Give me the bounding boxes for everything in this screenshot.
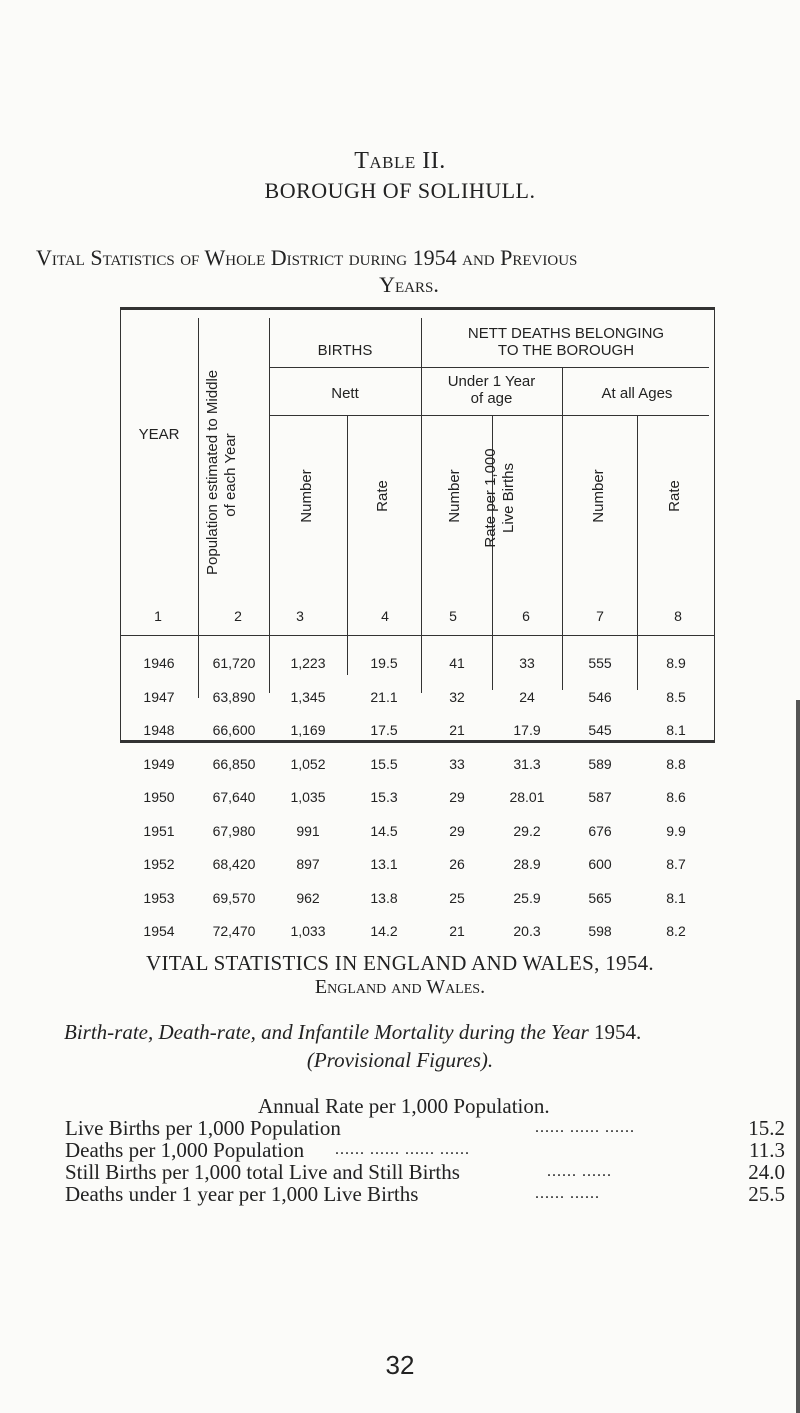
table-row — [120, 655, 715, 689]
deaths-header-line1: NETT DEATHS BELONGING — [467, 325, 665, 342]
cell-infant-rate: 28.01 — [509, 789, 545, 805]
cell-births: 1,052 — [290, 755, 326, 772]
stat-value: 25.5 — [748, 1182, 785, 1206]
population-header — [204, 369, 244, 575]
cell-infant-rate: 17.9 — [513, 722, 541, 738]
under-one-line1: Under 1 Year — [447, 373, 536, 390]
rates-description-year: 1954. — [594, 1020, 642, 1044]
cell-birth-rate: 15.3 — [370, 789, 398, 805]
cell-population: 68,420 — [212, 856, 256, 872]
infant-rate-line2: Live Births — [500, 462, 517, 534]
cell-population: 67,980 — [212, 822, 256, 839]
stat-row — [65, 1116, 785, 1140]
cell-infant-rate: 33 — [519, 655, 535, 671]
col-divider-2 — [269, 318, 270, 693]
cell-death-rate: 8.9 — [666, 655, 686, 671]
cell-death-rate: 9.9 — [666, 822, 686, 839]
cell-infant-rate: 31.3 — [513, 755, 541, 772]
table-row — [120, 689, 715, 723]
header-rule-1 — [269, 367, 709, 368]
cell-population: 61,720 — [212, 655, 256, 671]
cell-death-rate: 8.1 — [666, 889, 686, 906]
cell-year: 1946 — [143, 655, 175, 671]
table-top-border — [120, 307, 715, 310]
cell-infant-rate: 24 — [519, 688, 535, 705]
cell-year: 1954 — [143, 923, 175, 939]
cell-deaths: 546 — [588, 688, 612, 705]
cell-infant-deaths: 21 — [449, 722, 465, 738]
births-number-header: Number — [298, 469, 315, 523]
cell-infant-rate: 28.9 — [513, 856, 541, 872]
cell-death-rate: 8.1 — [666, 722, 686, 738]
under-one-line2: of age — [470, 390, 513, 407]
cell-death-rate: 8.5 — [666, 688, 686, 705]
year-header: YEAR — [138, 426, 180, 443]
cell-births: 1,035 — [290, 789, 326, 805]
cell-year: 1953 — [143, 889, 175, 906]
cell-infant-deaths: 25 — [449, 889, 465, 906]
table-row — [120, 856, 715, 890]
cell-population: 67,640 — [212, 789, 256, 805]
population-header-line2: of each Year — [222, 433, 239, 517]
stat-value: 24.0 — [748, 1160, 785, 1184]
vital-heading-line1: Vital Statistics of Whole District during 1954 and Previous — [36, 245, 578, 270]
cell-population: 69,570 — [212, 889, 256, 906]
cell-birth-rate: 21.1 — [370, 688, 398, 705]
page-number: 32 — [385, 1350, 415, 1380]
cell-deaths: 676 — [588, 822, 612, 839]
page-edge-shadow — [796, 700, 800, 1413]
col-number-1: 1 — [154, 608, 162, 624]
table-row — [120, 789, 715, 823]
cell-births: 1,033 — [290, 923, 326, 939]
col-divider-3 — [347, 415, 348, 675]
table-row — [120, 823, 715, 857]
stat-label: Deaths per 1,000 Population — [65, 1138, 305, 1162]
deaths-header — [421, 325, 711, 359]
table-row — [120, 890, 715, 924]
cell-death-rate: 8.6 — [666, 789, 686, 805]
cell-infant-deaths: 21 — [449, 923, 465, 939]
cell-deaths: 589 — [588, 755, 612, 772]
col-number-3: 3 — [296, 608, 304, 624]
vital-statistics-heading — [36, 244, 782, 298]
cell-year: 1951 — [143, 822, 175, 839]
cell-infant-deaths: 29 — [449, 789, 465, 805]
cell-deaths: 565 — [588, 889, 612, 906]
stat-label: Still Births per 1,000 total Live and Still Births — [65, 1160, 460, 1184]
births-rate-header: Rate — [374, 480, 391, 512]
col-number-4: 4 — [381, 608, 389, 624]
cell-death-rate: 8.2 — [666, 923, 686, 939]
stat-leader-dots: ...... ...... ...... — [535, 1119, 635, 1136]
cell-death-rate: 8.7 — [666, 856, 686, 872]
cell-infant-rate: 25.9 — [513, 889, 541, 906]
cell-infant-deaths: 29 — [449, 822, 465, 839]
cell-year: 1948 — [143, 722, 175, 738]
cell-birth-rate: 19.5 — [370, 655, 398, 671]
col-number-7: 7 — [596, 608, 604, 624]
cell-births: 991 — [296, 822, 320, 839]
cell-year: 1950 — [143, 789, 175, 805]
col-divider-7 — [637, 415, 638, 690]
stat-value: 11.3 — [749, 1138, 785, 1162]
cell-births: 1,223 — [290, 655, 326, 671]
infant-rate-header — [482, 433, 522, 563]
cell-year: 1949 — [143, 755, 175, 772]
cell-births: 1,169 — [290, 722, 326, 738]
cell-year: 1952 — [143, 856, 175, 872]
under-one-year-header — [421, 373, 562, 407]
cell-infant-deaths: 41 — [449, 655, 465, 671]
col-divider-1 — [198, 318, 199, 698]
cell-year: 1947 — [143, 688, 175, 705]
cell-infant-deaths: 26 — [449, 856, 465, 872]
births-nett-header: Nett — [331, 385, 359, 402]
cell-deaths: 545 — [588, 722, 612, 738]
deaths-number-header: Number — [590, 469, 607, 523]
england-wales-subtitle: England and Wales. — [314, 976, 486, 998]
stat-leader-dots: ...... ...... — [547, 1163, 612, 1180]
cell-birth-rate: 14.2 — [370, 923, 398, 939]
all-ages-header: At all Ages — [601, 385, 673, 402]
col-number-2: 2 — [234, 608, 242, 624]
header-rule-3 — [120, 635, 715, 636]
cell-infant-rate: 29.2 — [513, 822, 541, 839]
cell-infant-deaths: 33 — [449, 755, 465, 772]
population-header-line1: Population estimated to Middle — [204, 369, 221, 575]
cell-deaths: 598 — [588, 923, 612, 939]
table-label: Table II. — [354, 148, 446, 174]
header-rule-2 — [269, 415, 709, 416]
borough-title: BOROUGH OF SOLIHULL. — [264, 178, 536, 203]
table-row — [120, 756, 715, 790]
stat-row — [65, 1182, 785, 1206]
england-wales-title: VITAL STATISTICS IN ENGLAND AND WALES, 1954. — [146, 951, 654, 975]
cell-infant-deaths: 32 — [449, 688, 465, 705]
vital-heading-line2: Years. — [379, 272, 439, 297]
stat-leader-dots: ...... ...... — [535, 1185, 600, 1202]
stat-label: Live Births per 1,000 Population — [65, 1116, 341, 1140]
cell-population: 72,470 — [212, 923, 256, 939]
cell-deaths: 555 — [588, 655, 612, 671]
stat-row — [65, 1138, 785, 1162]
cell-population: 63,890 — [212, 688, 256, 705]
cell-death-rate: 8.8 — [666, 755, 686, 772]
infant-rate-line1: Rate per 1,000 — [482, 448, 499, 548]
cell-birth-rate: 13.8 — [370, 889, 398, 906]
cell-birth-rate: 15.5 — [370, 755, 398, 772]
cell-birth-rate: 17.5 — [370, 722, 398, 738]
cell-births: 897 — [296, 856, 320, 872]
stat-value: 15.2 — [748, 1116, 785, 1140]
stat-leader-dots: ...... ...... ...... ...... — [335, 1141, 470, 1158]
births-header: BIRTHS — [317, 342, 373, 359]
cell-infant-rate: 20.3 — [513, 923, 541, 939]
table-row — [120, 722, 715, 756]
cell-population: 66,850 — [212, 755, 256, 772]
deaths-rate-header: Rate — [666, 480, 683, 512]
stat-label: Deaths under 1 year per 1,000 Live Births — [65, 1182, 419, 1206]
stat-row — [65, 1160, 785, 1184]
provisional-figures: (Provisional Figures). — [306, 1048, 494, 1072]
col-number-8: 8 — [674, 608, 682, 624]
rates-description — [64, 1020, 784, 1045]
col-number-6: 6 — [522, 608, 530, 624]
cell-deaths: 587 — [588, 789, 612, 805]
cell-deaths: 600 — [588, 856, 612, 872]
col-divider-6 — [562, 368, 563, 690]
cell-births: 962 — [296, 889, 320, 906]
cell-birth-rate: 13.1 — [370, 856, 398, 872]
cell-population: 66,600 — [212, 722, 256, 738]
cell-births: 1,345 — [290, 688, 326, 705]
deaths-header-line2: TO THE BOROUGH — [497, 342, 635, 359]
cell-birth-rate: 14.5 — [370, 822, 398, 839]
col-number-5: 5 — [449, 608, 457, 624]
rates-description-text: Birth-rate, Death-rate, and Infantile Mortality during the Year — [64, 1020, 589, 1044]
annual-rate-heading: Annual Rate per 1,000 Population. — [258, 1094, 550, 1118]
infant-number-header: Number — [446, 469, 463, 523]
